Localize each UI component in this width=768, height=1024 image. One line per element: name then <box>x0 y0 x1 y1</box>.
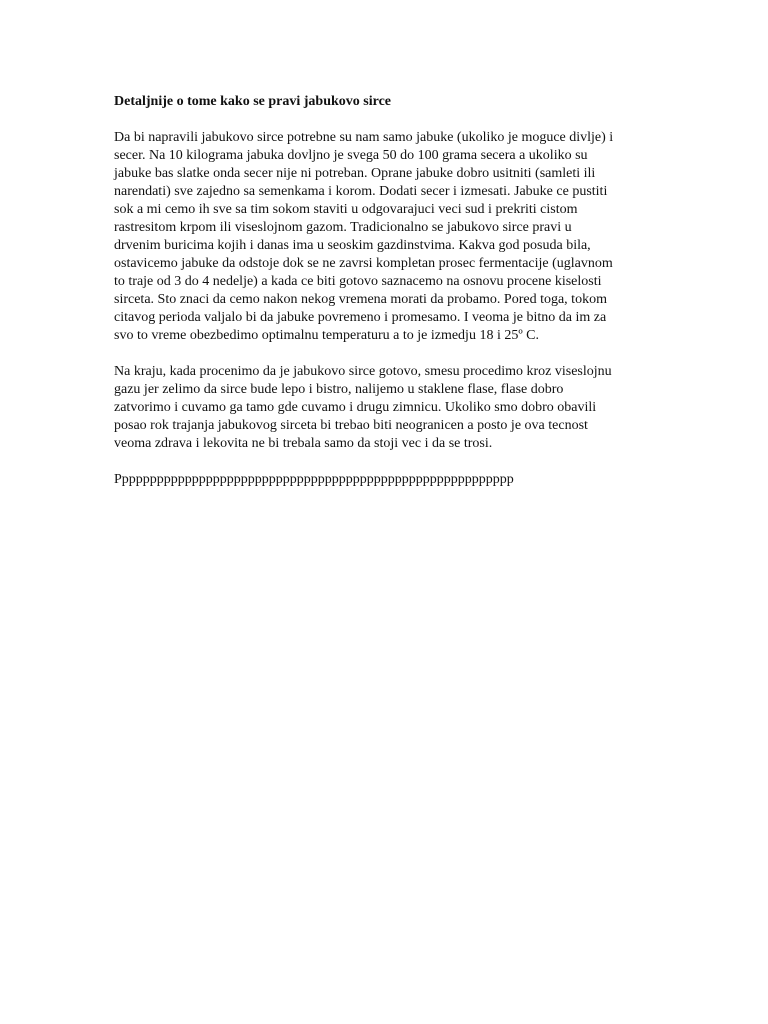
paragraph-1: Da bi napravili jabukovo sirce potrebne su nam samo jabuke (ukoliko je moguce divlje) i secer. Na 10 kilograma jabuka dovljno je svega 50 do 100 grama secera a ukoliko su jabuke bas slatke onda secer nije ni potreban. Oprane jabuke dobro usitniti (samleti ili narendati) sve zajedno sa semenkama i korom. Dodati secer i izmesati. Jabuke ce pustiti sok a mi cemo ih sve sa tim sokom staviti u odgovarajuci veci sud i prekriti cistom rastresitom krpom ili viseslojnom gazom. Tradicionalno se jabukovo sirce pravi u drvenim buricima kojih i danas ima u seoskim gazdinstvima. Kakva god posuda bila, ostavicemo jabuke da odstoje dok se ne zavrsi kompletan prosec fermentacije (uglavnom to traje od 3 do 4 nedelje) a kada ce biti gotovo saznacemo na osnovu procene kiselosti sirceta. Sto znaci da cemo nakon nekog vremena morati da probamo. Pored toga, tokom citavog perioda valjalo bi da jabuke povremeno i promesamo. I veoma je bitno da im za svo to vreme obezbedimo optimalnu temperaturu a to je izmedju 18 i 25º C. <box>114 130 614 343</box>
paragraph-2: Na kraju, kada procenimo da je jabukovo sirce gotovo, smesu procedimo kroz viseslojnu gazu jer zelimo da sirce bude lepo i bistro, nalijemo u staklene flase, flase dobro zatvorimo i cuvamo ga tamo gde cuvamo i drugu zimnicu. Ukoliko smo dobro obavili posao rok trajanja jabukovog sirceta bi trebao biti neogranicen a posto je ova tecnost veoma zdrava i lekovita ne bi trebala samo da stoji vec i da se trosi. <box>114 364 612 451</box>
document-title: Detaljnije o tome kako se pravi jabukovo sirce <box>114 94 391 109</box>
trailing-text: Ppppppppppppppppppppppppppppppppppppppppppppppppppppppppp <box>114 472 514 487</box>
document-body <box>114 93 654 489</box>
